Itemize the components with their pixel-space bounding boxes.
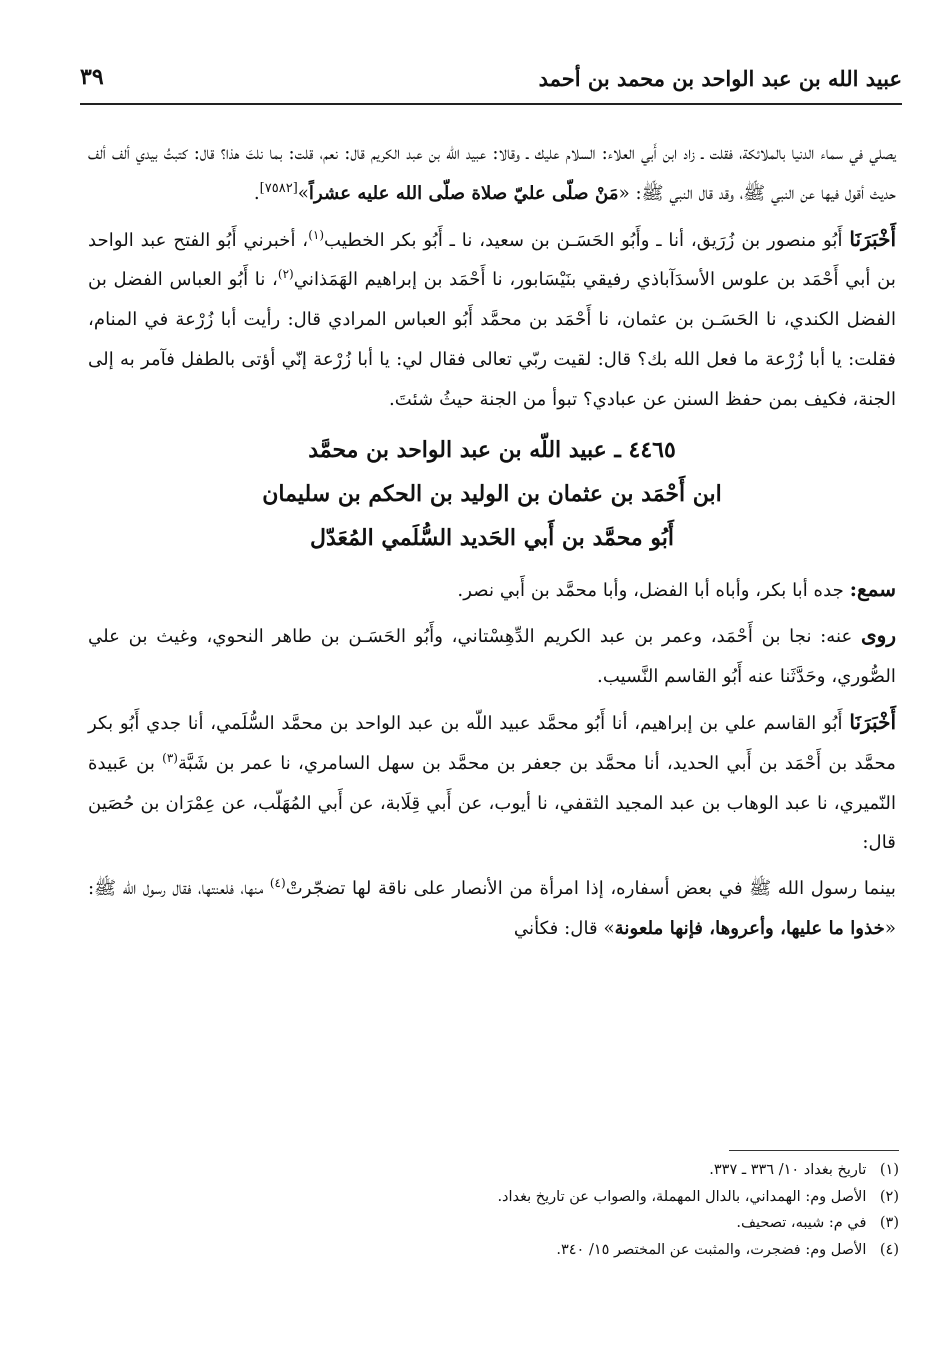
hadith-text: خذوا ما عليها، وأعروها، فإنها ملعونة [614, 917, 885, 939]
page-header [80, 64, 902, 98]
paragraph-text: أَبُو منصور بن زُرَيق، أنا ـ وأَبُو الحَسَـن بن سعيد، نا ـ أَبُو بكر الخطيب [324, 229, 850, 251]
footnote-number: (٤) [879, 1241, 899, 1258]
paragraph [88, 570, 896, 611]
paragraph-lead: أَخْبَرَنَا [849, 226, 896, 251]
footnote-marker: (١) [308, 227, 325, 242]
footnote-text: في م: شيبه، تصحيف. [736, 1215, 867, 1231]
footnote-text: الأصل وم: الهمداني، بالدال المهملة، والصواب عن تاريخ بغداد. [497, 1188, 867, 1205]
footnotes [91, 1157, 899, 1263]
paragraph-text: ، أخبرني أَبُو الفتح عبد الواحد بن أبي أَحْمَد بن علوس الأسدَآباذي رفيقي بنَيْسَابور، نا أَحْمَد بن إبراهيم الهَمَذاني [88, 229, 896, 291]
paragraph [88, 220, 896, 420]
paragraph-text: أَبُو القاسم علي بن إبراهيم، أنا أَبُو محمَّد عبيد اللّه بن عبد الواحد بن محمَّد السُّلَمي، أنا جدي أَبُو بكر محمَّد بن أَحْمَد بن أَبي الحديد، أنا محمَّد بن جعفر بن محمَّد بن سهل السامري، نا عمر بن شَبَّة [88, 712, 896, 774]
page-number: ٣٩ [80, 64, 104, 90]
paragraph [88, 616, 896, 697]
running-title: عبيد الله بن عبد الواحد بن محمد بن أحمد [538, 66, 902, 91]
footnote-marker: (٣) [162, 750, 178, 765]
footnote-number: (٣) [879, 1215, 899, 1231]
paragraph-lead: روى [861, 623, 896, 648]
paragraph-lead: سمع: [849, 576, 896, 601]
footnote-text: الأصل وم: فضجرت، والمثبت عن المختصر ١٥/ ٣٤٠. [556, 1241, 867, 1258]
footnote [91, 1237, 899, 1264]
footnote-marker: (٤) [269, 876, 286, 891]
footnote-text: تاريخ بغداد ١٠/ ٣٣٦ ـ ٣٣٧. [709, 1162, 867, 1178]
header-rule [80, 103, 902, 105]
paragraph-text: عنه: نجا بن أَحْمَد، وعمر بن عبد الكريم الدِّهِسْتاني، وأَبُو الحَسَـن بن طاهر النحوي، وغيث بن علي الصُّوري، وحَدَّثَنا عنه أَبُو القاسم النَّسيب. [88, 626, 896, 688]
entry-heading-line: ٤٤٦٥ ـ عبيد اللّه بن عبد الواحد بن محمَّد [308, 436, 676, 463]
paragraph-text: يصلي في سماء الدنيا بالملائكة، فقلت ـ زاد ابن أَبي العلاء: السلام عليك ـ وقالا: عبيد اللّه بن عبد الكريم قال: نعم، قلت: بما نلتَ هذا؟ قال: كتبتُ بيدي ألف ألف حديث أقول فيها عن النبي ﷺ، وقد قال النبي ﷺ: « [88, 143, 896, 204]
paragraph-text: جده أبا بكر، وأباه أبا الفضل، وأبا محمَّد بن أَبي نصر. [457, 579, 850, 601]
paragraph-text: منها، فلعنتها، فقال رسول الله ﷺ: « [88, 878, 896, 939]
hadith-text: مَنْ صلّى عليّ صلاة صلّى الله عليه عشراً [308, 182, 619, 204]
paragraph-text: بينما رسول الله ﷺ في بعض أسفاره، إذا امرأة من الأنصار على ناقة لها تضجّرتْ [285, 878, 896, 900]
footnote-marker: (٢) [277, 267, 294, 282]
paragraph [88, 703, 896, 863]
hadith-number: [٧٥٨٢] [259, 180, 298, 196]
footnote-number: (٢) [879, 1188, 899, 1205]
quote-close: » [297, 182, 309, 204]
paragraph-end: . [253, 182, 260, 204]
main-text [88, 134, 896, 955]
footnote-number: (١) [879, 1162, 899, 1178]
paragraph-lead: أَخْبَرَنَا [849, 709, 896, 734]
paragraph-text: » قال: فكأني [513, 917, 615, 939]
footnote [91, 1210, 899, 1237]
footnote [91, 1157, 899, 1184]
paragraph [88, 134, 896, 214]
footnote [91, 1184, 899, 1211]
entry-heading [88, 428, 896, 560]
footnote-rule [729, 1150, 899, 1151]
paragraph-text: بن عَبيدة النّميري، نا عبد الوهاب بن عبد المجيد الثقفي، نا أيوب، عن أَبي قِلَابة، عن أَبي المُهَلّب، عن عِمْرَان بن حُصَين قال: [88, 752, 896, 854]
entry-heading-line: أَبُو محمَّد بن أَبي الحَديد السُّلَمي المُعَدّل [310, 524, 674, 551]
paragraph-text: ، نا أَبُو العباس الفضل بن الفضل الكندي، نا الحَسَـن بن عثمان، نا أَحْمَد بن محمَّد أَبُو العباس المرادي قال: رأيت أبا زُرْعة في المنام، فقلت: يا أبا زُرْعة ما فعل الله بك؟ قال: لقيت ربّي تعالى فقال لي: يا أبا زُرْعة إنّي أؤتى بالطفل فآمر به إلى الجنة، فكيف بمن حفظ السنن عن عبادي؟ تبوأ من الجنة حيثُ شئتَ. [88, 269, 896, 410]
entry-heading-line: ابن أَحْمَد بن عثمان بن الوليد بن الحكم بن سليمان [262, 480, 722, 507]
paragraph [88, 869, 896, 949]
